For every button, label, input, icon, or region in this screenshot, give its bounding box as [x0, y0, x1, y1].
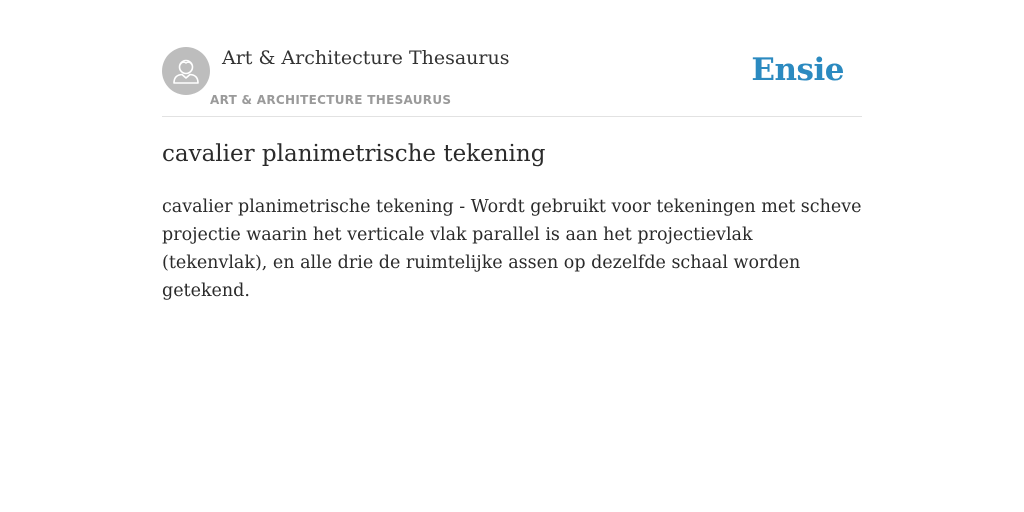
entry-definition: cavalier planimetrische tekening - Wordt gebruikt voor tekeningen met scheve projectie waarin het verticale vlak parallel is aan het projectievlak (tekenvlak), en alle drie de ruimtelijke assen op dezelfde schaal worden getekend.	[162, 197, 862, 301]
ensie-logo[interactable]: Ensie	[751, 52, 844, 88]
author-name[interactable]: Art & Architecture Thesaurus	[222, 47, 510, 69]
author-subtitle[interactable]: ART & ARCHITECTURE THESAURUS	[210, 93, 452, 107]
user-icon	[162, 47, 210, 95]
author-avatar[interactable]	[162, 47, 210, 95]
entry-header	[162, 46, 862, 117]
entry-title: cavalier planimetrische tekening	[162, 141, 546, 167]
